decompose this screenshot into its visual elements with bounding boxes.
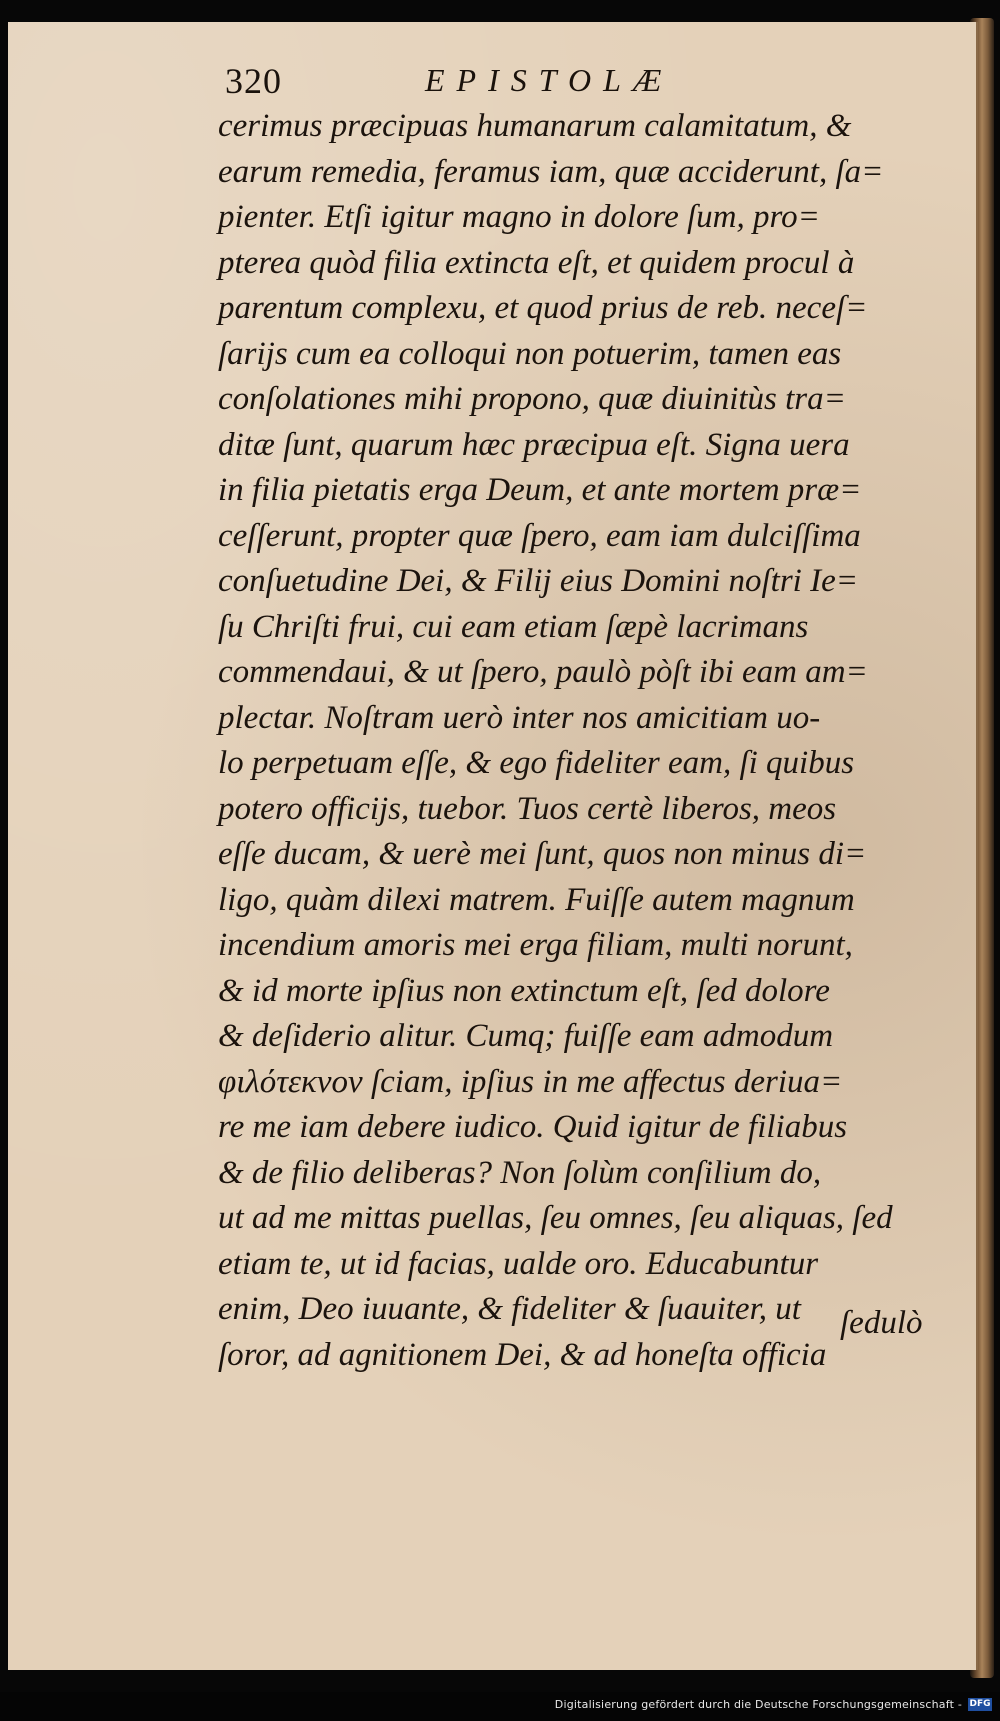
text-line: pterea quòd filia extincta eſt, et quidem procul à [218, 244, 855, 281]
text-line: ſu Chriſti frui, cui eam etiam ſæpè lacrimans [218, 608, 809, 645]
dfg-logo-icon: DFG [969, 1699, 991, 1709]
text-line: earum remedia, feramus iam, quæ acciderunt, ſa= [218, 153, 884, 190]
text-line: ditæ ſunt, quarum hæc præcipua eſt. Signa uera [218, 426, 850, 463]
text-line: lo perpetuam eſſe, & ego fideliter eam, ſi quibus [218, 745, 855, 781]
footer-bar [0, 1692, 1000, 1721]
text-line: ceſſerunt, propter quæ ſpero, eam iam dulciſſima [218, 517, 861, 554]
text-line: cerimus præcipuas humanarum calamitatum, & [218, 108, 852, 144]
text-line: plectar. Noſtram uerò inter nos amicitiam uo- [218, 699, 821, 736]
catchword: ſedulò [840, 1305, 923, 1341]
text-line: incendium amoris mei erga filiam, multi norunt, [218, 927, 853, 963]
text-line: φιλότεκνον ſciam, ipſius in me affectus deriua= [218, 1063, 843, 1100]
funding-credit: Digitalisierung gefördert durch die Deutsche Forschungsgemeinschaft - [554, 1698, 962, 1711]
text-line: parentum complexu, et quod prius de reb. neceſ= [218, 290, 868, 326]
text-line: in filia pietatis erga Deum, et ante mortem præ= [218, 472, 862, 508]
text-line: commendaui, & ut ſpero, paulò pòſt ibi eam am= [218, 654, 868, 690]
text-line: ſoror, ad agnitionem Dei, & ad honeſta officia [218, 1336, 827, 1373]
text-line: & de filio deliberas? Non ſolùm conſilium do, [218, 1154, 822, 1191]
text-line: etiam te, ut id facias, ualde oro. Educabuntur [218, 1245, 819, 1282]
text-line: & id morte ipſius non extinctum eſt, ſed dolore [218, 972, 830, 1009]
text-line: re me iam debere iudico. Quid igitur de filiabus [218, 1109, 848, 1145]
text-line: conſuetudine Dei, & Filij eius Domini noſtri Ie= [218, 563, 859, 599]
text-line: conſolationes mihi propono, quæ diuinitùs tra= [218, 381, 846, 417]
text-line: potero officijs, tuebor. Tuos certè liberos, meos [218, 790, 837, 827]
page-number: 320 [225, 61, 282, 101]
text-line: eſſe ducam, & uerè mei ſunt, quos non minus di= [218, 836, 867, 872]
text-line: ut ad me mittas puellas, ſeu omnes, ſeu aliquas, ſed [218, 1200, 893, 1236]
text-line: & deſiderio alitur. Cumq; fuiſſe eam admodum [218, 1018, 834, 1054]
text-line: enim, Deo iuuante, & fideliter & ſuauiter, ut [218, 1291, 801, 1327]
text-line: ligo, quàm dilexi matrem. Fuiſſe autem magnum [218, 881, 855, 918]
text-line: ſarijs cum ea colloqui non potuerim, tamen eas [218, 335, 842, 372]
text-block [218, 104, 938, 1378]
running-title: EPISTOLÆ [425, 62, 674, 98]
text-line: pienter. Etſi igitur magno in dolore ſum, pro= [218, 199, 820, 235]
running-head [225, 60, 925, 110]
